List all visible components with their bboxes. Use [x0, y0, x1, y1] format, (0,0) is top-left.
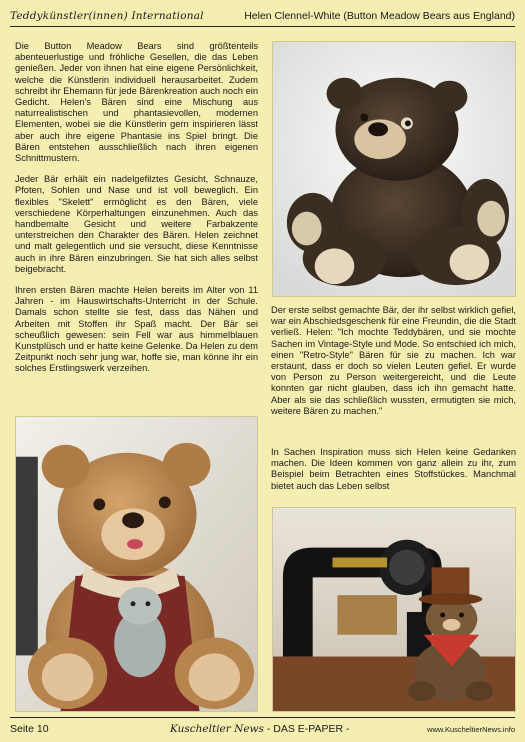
photo-golden-bear-with-cub — [15, 416, 258, 712]
photo-bear-with-sewing-machine — [272, 507, 516, 712]
magazine-section-title: Teddykünstler(innen) International — [10, 10, 204, 22]
header-divider — [10, 26, 515, 27]
paragraph: Der erste selbst gemachte Bär, der ihr selbst wirklich gefiel, war ein Abschiedsgeschenk für eine Freundin, die die Stadt verließ. Helen: "Ich mochte Teddybären, und sie mochte Sachen im Vintage-Style und Mode. So entschied ich mich, einen "Retro-Style" Bären für sie zu machen. Ich war erstaunt, dass er doch so vielen Leuten gefiel. Er wurde von Person zu Person weitergereicht, und die Leute konnten gar nicht glauben, dass ich ihn gemacht hatte. Aber als sie das schließlich wussten, ermutigten sie mich, weitere Bären zu machen." — [271, 305, 516, 416]
footer-divider — [10, 717, 515, 718]
paragraph: Jeder Bär erhält ein nadelgefilztes Gesicht, Schnauze, Pfoten, Sohlen und Nase und ist voll beweglich. Ein flexibles "Skelett" ermöglicht es den Bären, viele verschiedene Körperhaltungen einzunehmen. Auch das handbemalte Gesicht und weitere Farbakzente unterstreichen den Charakter des Bären. Helen zeichnet und malt gelegentlich und sie versucht, diese Kenntnisse auch in ihre Bären einzubringen. Sie hat sich alles selbst beigebracht. — [15, 174, 258, 274]
right-text-column — [271, 305, 516, 427]
brand-separator: - — [263, 723, 274, 735]
footer-brand — [170, 723, 350, 735]
photo-dark-brown-bear — [272, 41, 516, 297]
page-number: Seite 10 — [10, 723, 49, 735]
paragraph: Ihren ersten Bären machte Helen bereits im Alter von 11 Jahren - im Hauswirtschafts-Unterricht in der Schule. Damals schon stellte sie fest, dass das Nähen und Arbeiten mit Stoffen ihr Spaß macht. Der Bär sei scheußlich gewesen: sein Fell war aus himmelblauen Kunstplüsch und er hatte keine Gelenke. Da Helen zu dem Zeitpunkt noch sehr jung war, hoffe sie, man könne ihr ein solches Erstlingswerk verzeihen. — [15, 285, 258, 374]
article-title: Helen Clennel-White (Button Meadow Bears aus England) — [244, 10, 515, 22]
page-footer — [10, 722, 515, 738]
edition-label: DAS E-PAPER - — [273, 723, 350, 735]
website-url: www.KuscheltierNews.info — [427, 725, 515, 734]
brand-name: Kuscheltier News — [170, 723, 264, 735]
paragraph: In Sachen Inspiration muss sich Helen keine Gedanken machen. Die Ideen kommen von ganz allein zu ihr, zum Beispiel beim Betrachten eines Stoffstückes. Manchmal bietet auch das Leben selbst — [271, 447, 516, 491]
paragraph: Die Button Meadow Bears sind größtenteils abenteuerlustige und fröhliche Gesellen, die das Leben genießen. Jeder von ihnen hat eine eigene Persönlichkeit, welche die Künstlerin individuell herausarbeitet. Zudem schreibt ihr Ehemann für jede Bärenkreation auch noch ein Gedicht. Helen's Bären sind eine Mischung aus naturrealistischen und phantasievollen, modernen Elementen, wobei sie die Künstlerin gern inspirieren lässt aber auch ihre eigene Phantasie ins Spiel bringt. Die Bären entstehen ausschließlich nach ihren eigenen Schnittmustern. — [15, 41, 258, 164]
right-text-column-continued — [271, 447, 516, 502]
left-text-column — [15, 41, 258, 385]
